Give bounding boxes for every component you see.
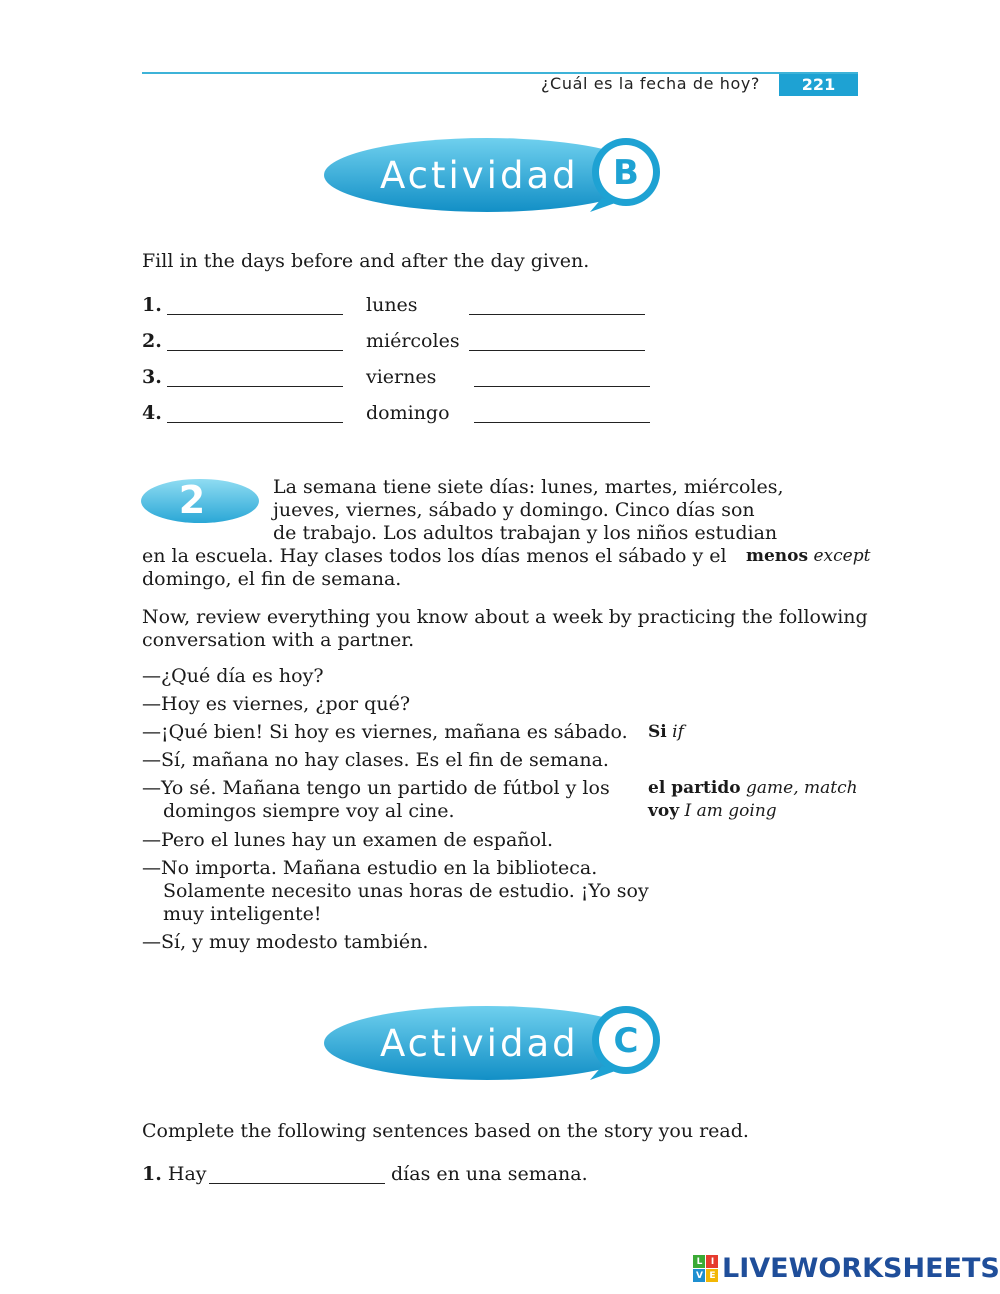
dialogue-line: —Pero el lunes hay un examen de español. bbox=[142, 829, 554, 851]
gloss-term: Si bbox=[648, 722, 667, 742]
item-number: 1. bbox=[142, 1163, 162, 1185]
answer-blank-after-2[interactable] bbox=[469, 332, 645, 351]
list-item bbox=[142, 1163, 207, 1186]
liveworksheets-brand[interactable]: LIVEWORKSHEETS bbox=[722, 1253, 1000, 1284]
dialogue-line: —Sí, mañana no hay clases. Es el fin de semana. bbox=[142, 749, 609, 771]
answer-blank-before-2[interactable] bbox=[167, 332, 343, 351]
list-item bbox=[142, 402, 162, 425]
answer-blank-before-3[interactable] bbox=[167, 368, 343, 387]
item-number: 2. bbox=[142, 330, 162, 352]
dialogue-line: Solamente necesito unas horas de estudio. ¡Yo soy bbox=[163, 880, 649, 902]
activity-c-label: Actividad bbox=[380, 1022, 579, 1065]
gloss-voy bbox=[648, 800, 777, 823]
gloss-partido bbox=[648, 777, 858, 800]
answer-blank-c1[interactable] bbox=[209, 1165, 385, 1184]
gloss-term: el partido bbox=[648, 778, 741, 798]
logo-letter: V bbox=[696, 1271, 703, 1281]
given-day: domingo bbox=[366, 402, 450, 424]
dialogue-line: —Yo sé. Mañana tengo un partido de fútbol y los bbox=[142, 777, 610, 799]
dialogue-line: —No importa. Mañana estudio en la biblioteca. bbox=[142, 857, 598, 879]
list-item bbox=[142, 330, 162, 353]
section-number: 2 bbox=[178, 478, 206, 522]
answer-blank-after-4[interactable] bbox=[474, 404, 650, 423]
answer-blank-after-1[interactable] bbox=[469, 296, 645, 315]
review-instruction: conversation with a partner. bbox=[142, 629, 415, 651]
gloss-term: voy bbox=[648, 801, 680, 821]
reading-line: en la escuela. Hay clases todos los días menos el sábado y el bbox=[142, 545, 727, 567]
gloss-si bbox=[648, 721, 684, 744]
dialogue-line: —Hoy es viernes, ¿por qué? bbox=[142, 693, 411, 715]
item-number: 1. bbox=[142, 294, 162, 316]
given-day: viernes bbox=[366, 366, 437, 388]
chapter-title: ¿Cuál es la fecha de hoy? bbox=[540, 74, 760, 93]
dialogue-line: muy inteligente! bbox=[163, 903, 322, 925]
activity-b-instruction: Fill in the days before and after the day given. bbox=[142, 250, 590, 272]
gloss-meaning: game, match bbox=[746, 778, 858, 798]
activity-c-instruction: Complete the following sentences based on the story you read. bbox=[142, 1120, 749, 1142]
answer-blank-after-3[interactable] bbox=[474, 368, 650, 387]
given-day: lunes bbox=[366, 294, 418, 316]
answer-blank-before-1[interactable] bbox=[167, 296, 343, 315]
logo-letters bbox=[693, 1255, 719, 1283]
dialogue-line: —Sí, y muy modesto también. bbox=[142, 931, 429, 953]
page-number: 221 bbox=[779, 74, 858, 96]
reading-line: La semana tiene siete días: lunes, martes, miércoles, bbox=[273, 476, 784, 498]
dialogue-line: domingos siempre voy al cine. bbox=[163, 800, 455, 822]
item-number: 4. bbox=[142, 402, 162, 424]
reading-line: jueves, viernes, sábado y domingo. Cinco días son bbox=[273, 499, 755, 521]
given-day: miércoles bbox=[366, 330, 460, 352]
gloss-term: menos bbox=[746, 546, 809, 566]
sentence-start: Hay bbox=[167, 1163, 207, 1185]
gloss-meaning: I am going bbox=[684, 801, 777, 821]
activity-b-letter: B bbox=[613, 153, 639, 193]
activity-b-label: Actividad bbox=[380, 154, 579, 197]
activity-c-letter: C bbox=[613, 1021, 639, 1061]
review-instruction: Now, review everything you know about a week by practicing the following bbox=[142, 606, 868, 628]
gloss-meaning: except bbox=[813, 546, 871, 566]
gloss-menos bbox=[746, 545, 870, 568]
dialogue-line: —¡Qué bien! Si hoy es viernes, mañana es sábado. bbox=[142, 721, 628, 743]
dialogue-line: —¿Qué día es hoy? bbox=[142, 665, 324, 687]
reading-line: domingo, el fin de semana. bbox=[142, 568, 402, 590]
answer-blank-before-4[interactable] bbox=[167, 404, 343, 423]
sentence-end: días en una semana. bbox=[391, 1163, 588, 1185]
reading-line: de trabajo. Los adultos trabajan y los niños estudian bbox=[273, 522, 778, 544]
list-item bbox=[142, 366, 162, 389]
list-item bbox=[142, 294, 162, 317]
logo-letter: E bbox=[709, 1271, 716, 1281]
logo-letter: L bbox=[696, 1257, 703, 1267]
gloss-meaning: if bbox=[672, 722, 684, 742]
item-number: 3. bbox=[142, 366, 162, 388]
logo-letter: I bbox=[710, 1257, 715, 1267]
